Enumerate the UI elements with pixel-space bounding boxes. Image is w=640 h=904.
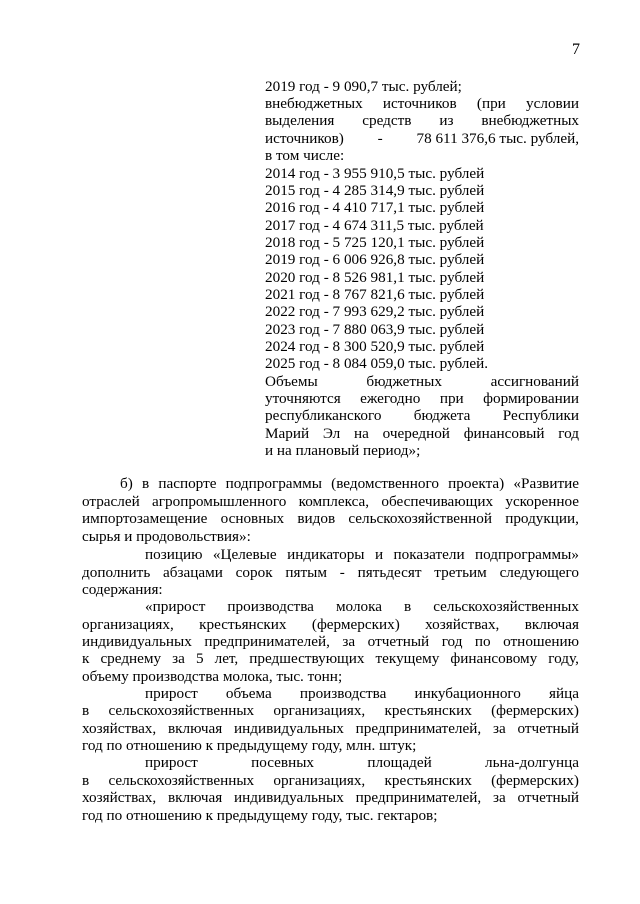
body-word: сельскохозяйственных bbox=[108, 702, 255, 719]
passport-word: 2018 год - 5 725 120,1 тыс. рублей bbox=[265, 234, 485, 251]
body-word: в bbox=[82, 772, 90, 789]
body-word: сырья и продовольствия»: bbox=[82, 528, 251, 545]
body-word: хозяйствах, bbox=[82, 720, 157, 737]
passport-word: бюджета bbox=[413, 407, 471, 424]
passport-line bbox=[265, 355, 488, 373]
body-word: за bbox=[342, 633, 356, 650]
passport-word: 2017 год - 4 674 311,5 тыс. рублей bbox=[265, 217, 484, 234]
passport-line bbox=[265, 338, 484, 356]
passport-word: внебюджетных bbox=[265, 95, 363, 112]
body-word: отраслей bbox=[82, 493, 140, 510]
body-line bbox=[82, 633, 579, 651]
body-word: предпринимателей, bbox=[355, 789, 482, 806]
passport-word: условии bbox=[526, 95, 579, 112]
body-word: сельскохозяйственных bbox=[108, 772, 255, 789]
passport-word: очередной bbox=[382, 425, 450, 442]
body-line bbox=[145, 754, 579, 772]
body-word: молока bbox=[335, 598, 383, 615]
passport-word: 2014 год - 3 955 910,5 тыс. рублей bbox=[265, 165, 485, 182]
body-word: год bbox=[441, 633, 463, 650]
body-line bbox=[82, 564, 579, 582]
body-word: отчетный bbox=[517, 720, 579, 737]
passport-line bbox=[265, 165, 484, 183]
body-word: хозяйствах, bbox=[82, 789, 157, 806]
body-word: 5 bbox=[195, 650, 204, 667]
body-word: объему производства молока, тыс. тонн; bbox=[82, 668, 343, 685]
passport-word: Эл bbox=[322, 425, 341, 442]
body-word: комплекса, bbox=[298, 493, 370, 510]
passport-line bbox=[265, 407, 579, 425]
passport-word: внебюджетных bbox=[481, 112, 579, 129]
body-word: следующего bbox=[499, 564, 579, 581]
body-word: проекта) bbox=[448, 475, 505, 492]
body-word: агропромышленного bbox=[152, 493, 287, 510]
body-word: посевных bbox=[251, 754, 315, 771]
passport-word: 2019 год - 9 090,7 тыс. рублей; bbox=[265, 78, 462, 95]
body-word: производства bbox=[299, 685, 387, 702]
body-word: к bbox=[82, 650, 90, 667]
passport-word: уточняются bbox=[265, 390, 341, 407]
body-word: организациях, bbox=[273, 702, 366, 719]
passport-line bbox=[265, 425, 579, 443]
body-word: - bbox=[339, 564, 345, 581]
body-word: организациях, bbox=[273, 772, 366, 789]
body-word: «прирост bbox=[145, 598, 206, 615]
body-line bbox=[82, 510, 579, 528]
body-word: хозяйствах, bbox=[425, 616, 500, 633]
passport-word: - bbox=[377, 130, 383, 147]
body-word: предпринимателей, bbox=[204, 633, 330, 650]
body-word: лет, bbox=[214, 650, 239, 667]
body-word: предшествующих bbox=[249, 650, 365, 667]
passport-word: 78 611 376,6 тыс. рублей, bbox=[416, 130, 579, 147]
passport-line bbox=[265, 199, 484, 217]
body-line bbox=[145, 598, 579, 616]
body-word: финансовому bbox=[450, 650, 538, 667]
body-word: организациях, bbox=[82, 616, 174, 633]
passport-word: 2022 год - 7 993 629,2 тыс. рублей bbox=[265, 303, 485, 320]
body-word: включая bbox=[167, 789, 223, 806]
passport-word: выделения bbox=[265, 112, 335, 129]
passport-line bbox=[265, 390, 579, 408]
passport-word: 2025 год - 8 084 059,0 тыс. рублей. bbox=[265, 355, 489, 372]
body-word: по bbox=[474, 633, 491, 650]
passport-word: Марий bbox=[265, 425, 310, 442]
passport-word: год bbox=[558, 425, 579, 442]
passport-line bbox=[265, 147, 344, 165]
body-word: обеспечивающих bbox=[381, 493, 494, 510]
body-word: продукции, bbox=[505, 510, 579, 527]
passport-word: республиканского bbox=[265, 407, 382, 424]
body-line bbox=[82, 737, 416, 755]
body-word: в bbox=[404, 598, 412, 615]
body-word: подпрограммы» bbox=[475, 546, 579, 563]
passport-word: 2015 год - 4 285 314,9 тыс. рублей bbox=[265, 182, 485, 199]
passport-word: формировании bbox=[483, 390, 579, 407]
body-line bbox=[82, 650, 579, 668]
body-word: индивидуальных bbox=[82, 633, 192, 650]
body-word: дополнить bbox=[82, 564, 151, 581]
body-word: включая bbox=[167, 720, 223, 737]
body-line bbox=[82, 616, 579, 634]
passport-word: при bbox=[439, 390, 464, 407]
body-word: отчетный bbox=[517, 789, 579, 806]
body-word: видов bbox=[297, 510, 336, 527]
passport-line bbox=[265, 78, 462, 96]
passport-word: 2020 год - 8 526 981,1 тыс. рублей bbox=[265, 269, 485, 286]
body-line bbox=[120, 475, 579, 493]
body-word: прирост bbox=[145, 754, 198, 771]
passport-line bbox=[265, 286, 484, 304]
body-word: пятым bbox=[285, 564, 327, 581]
body-word: основных bbox=[220, 510, 285, 527]
body-line bbox=[82, 702, 579, 720]
passport-word: финансовый bbox=[463, 425, 545, 442]
body-line bbox=[82, 668, 342, 686]
body-word: «Развитие bbox=[513, 475, 579, 492]
body-word: текущему bbox=[375, 650, 440, 667]
passport-word: ассигнований bbox=[490, 373, 579, 390]
body-word: паспорте bbox=[158, 475, 217, 492]
body-word: подпрограммы bbox=[225, 475, 322, 492]
body-word: сорок bbox=[235, 564, 273, 581]
passport-line bbox=[265, 442, 420, 460]
passport-line bbox=[265, 321, 484, 339]
body-word: позицию bbox=[145, 546, 203, 563]
passport-line bbox=[265, 112, 579, 130]
body-word: год по отношению к предыдущему году, тыс. гектаров; bbox=[82, 807, 438, 824]
passport-line bbox=[265, 303, 484, 321]
passport-word: (при bbox=[476, 95, 506, 112]
body-word: за bbox=[492, 720, 506, 737]
passport-word: Объемы bbox=[265, 373, 318, 390]
page-number: 7 bbox=[572, 41, 580, 58]
passport-word: средств bbox=[362, 112, 412, 129]
body-word: отношению bbox=[503, 633, 579, 650]
body-word: (ведомственного bbox=[331, 475, 439, 492]
body-word: инкубационного bbox=[414, 685, 521, 702]
passport-word: и на плановый период»; bbox=[265, 442, 421, 459]
passport-line bbox=[265, 130, 579, 148]
body-word: и bbox=[374, 546, 384, 563]
passport-word: 2021 год - 8 767 821,6 тыс. рублей bbox=[265, 286, 485, 303]
passport-line bbox=[265, 217, 484, 235]
body-word: индивидуальных bbox=[234, 720, 344, 737]
body-word: площадей bbox=[367, 754, 432, 771]
body-word: (фермерских) bbox=[491, 702, 579, 719]
body-word: объема bbox=[225, 685, 272, 702]
body-word: крестьянских bbox=[384, 702, 472, 719]
body-word: среднему bbox=[100, 650, 162, 667]
body-line bbox=[82, 789, 579, 807]
passport-word: 2016 год - 4 410 717,1 тыс. рублей bbox=[265, 199, 485, 216]
body-word: отчетный bbox=[367, 633, 430, 650]
passport-word: из bbox=[439, 112, 454, 129]
body-word: крестьянских bbox=[384, 772, 472, 789]
body-line bbox=[82, 807, 437, 825]
passport-line bbox=[265, 269, 484, 287]
body-line bbox=[82, 772, 579, 790]
body-word: импортозамещение bbox=[82, 510, 208, 527]
body-word: производства bbox=[227, 598, 314, 615]
body-word: ускоренное bbox=[505, 493, 579, 510]
passport-word: источников) bbox=[265, 130, 344, 147]
body-word: содержания: bbox=[82, 581, 163, 598]
passport-word: в том числе: bbox=[265, 147, 345, 164]
passport-line bbox=[265, 251, 484, 269]
body-word: включая bbox=[524, 616, 579, 633]
passport-line bbox=[265, 182, 484, 200]
body-word: в bbox=[141, 475, 150, 492]
body-line bbox=[82, 720, 579, 738]
body-word: третьим bbox=[434, 564, 487, 581]
body-line bbox=[145, 685, 579, 703]
body-word: за bbox=[172, 650, 185, 667]
body-word: пятьдесят bbox=[357, 564, 422, 581]
passport-word: 2019 год - 6 006 926,8 тыс. рублей bbox=[265, 251, 485, 268]
body-word: сельскохозяйственных bbox=[433, 598, 579, 615]
body-word: предпринимателей, bbox=[355, 720, 482, 737]
body-line bbox=[82, 493, 579, 511]
body-word: сельскохозяйственной bbox=[348, 510, 492, 527]
body-word: индикаторы bbox=[287, 546, 365, 563]
body-word: в bbox=[82, 702, 90, 719]
body-word: льна-долгунца bbox=[485, 754, 579, 771]
body-word: прирост bbox=[145, 685, 198, 702]
body-word: яйца bbox=[549, 685, 579, 702]
body-word: абзацами bbox=[163, 564, 223, 581]
passport-word: 2024 год - 8 300 520,9 тыс. рублей bbox=[265, 338, 485, 355]
passport-word: на bbox=[354, 425, 369, 442]
passport-word: источников bbox=[382, 95, 457, 112]
passport-word: бюджетных bbox=[366, 373, 442, 390]
passport-word: ежегодно bbox=[360, 390, 421, 407]
passport-line bbox=[265, 373, 579, 391]
body-word: крестьянских bbox=[199, 616, 287, 633]
body-line bbox=[145, 546, 579, 564]
passport-word: 2023 год - 7 880 063,9 тыс. рублей bbox=[265, 321, 485, 338]
body-word: индивидуальных bbox=[234, 789, 344, 806]
passport-word: Республики bbox=[502, 407, 579, 424]
body-word: (фермерских) bbox=[311, 616, 400, 633]
passport-line bbox=[265, 95, 579, 113]
body-word: «Целевые bbox=[212, 546, 277, 563]
body-word: году, bbox=[548, 650, 579, 667]
passport-line bbox=[265, 234, 484, 252]
body-word: (фермерских) bbox=[491, 772, 579, 789]
body-word: б) bbox=[120, 475, 133, 492]
body-word: за bbox=[492, 789, 506, 806]
body-line bbox=[82, 528, 251, 546]
body-word: год по отношению к предыдущему году, млн. штук; bbox=[82, 737, 417, 754]
body-word: показатели bbox=[393, 546, 465, 563]
body-line bbox=[82, 581, 163, 599]
